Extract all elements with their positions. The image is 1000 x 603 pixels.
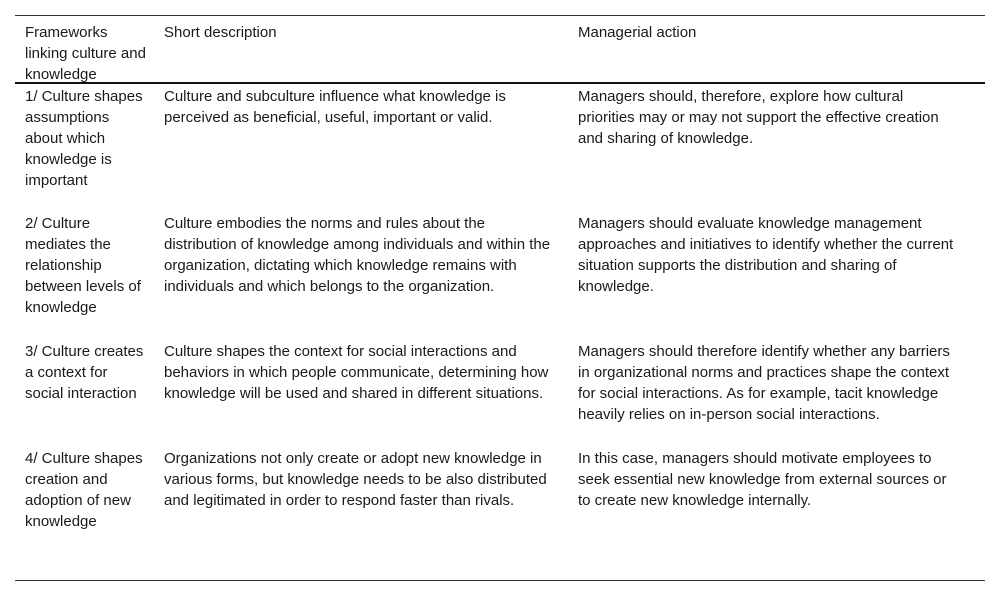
description-cell: Culture shapes the context for social interactions and behaviors in which people communicate, determining how knowledge will be used and shared in different situations.: [164, 343, 549, 402]
table-row: [15, 213, 985, 341]
framework-cell: 1/ Culture shapes assumptions about which knowledge is important: [25, 88, 143, 189]
framework-cell: 4/ Culture shapes creation and adoption of new knowledge: [25, 450, 143, 530]
action-cell: Managers should, therefore, explore how cultural priorities may or may not support the effective creation and sharing of knowledge.: [578, 88, 939, 147]
table-row: [15, 341, 985, 448]
framework-cell: 3/ Culture creates a context for social interaction: [25, 343, 144, 402]
action-cell: In this case, managers should motivate employees to seek essential new knowledge from external sources or to create new knowledge internally.: [578, 450, 947, 509]
table-row: [15, 448, 985, 575]
description-cell: Culture embodies the norms and rules about the distribution of knowledge among individuals and within the organization, dictating which knowledge remains with individuals and which belongs to the organization.: [164, 215, 551, 295]
frameworks-table: [15, 15, 985, 581]
header-managerial-action: Managerial action: [578, 24, 697, 41]
table-row: [15, 86, 985, 213]
header-short-description: Short description: [164, 24, 277, 41]
table-body: [15, 84, 985, 580]
framework-cell: 2/ Culture mediates the relationship between levels of knowledge: [25, 215, 141, 316]
action-cell: Managers should evaluate knowledge management approaches and initiatives to identify whether the current situation supports the distribution and sharing of knowledge.: [578, 215, 954, 295]
description-cell: Culture and subculture influence what knowledge is perceived as beneficial, useful, important or valid.: [164, 88, 506, 126]
table-header-row: [15, 16, 985, 84]
description-cell: Organizations not only create or adopt new knowledge in various forms, but knowledge needs to be also distributed and legitimated in order to respond faster than rivals.: [164, 450, 547, 509]
header-frameworks: Frameworks linking culture and knowledge: [25, 24, 146, 83]
action-cell: Managers should therefore identify whether any barriers in organizational norms and practices shape the context for social interactions. As for example, tacit knowledge heavily relies on in-person social interactions.: [578, 343, 950, 423]
